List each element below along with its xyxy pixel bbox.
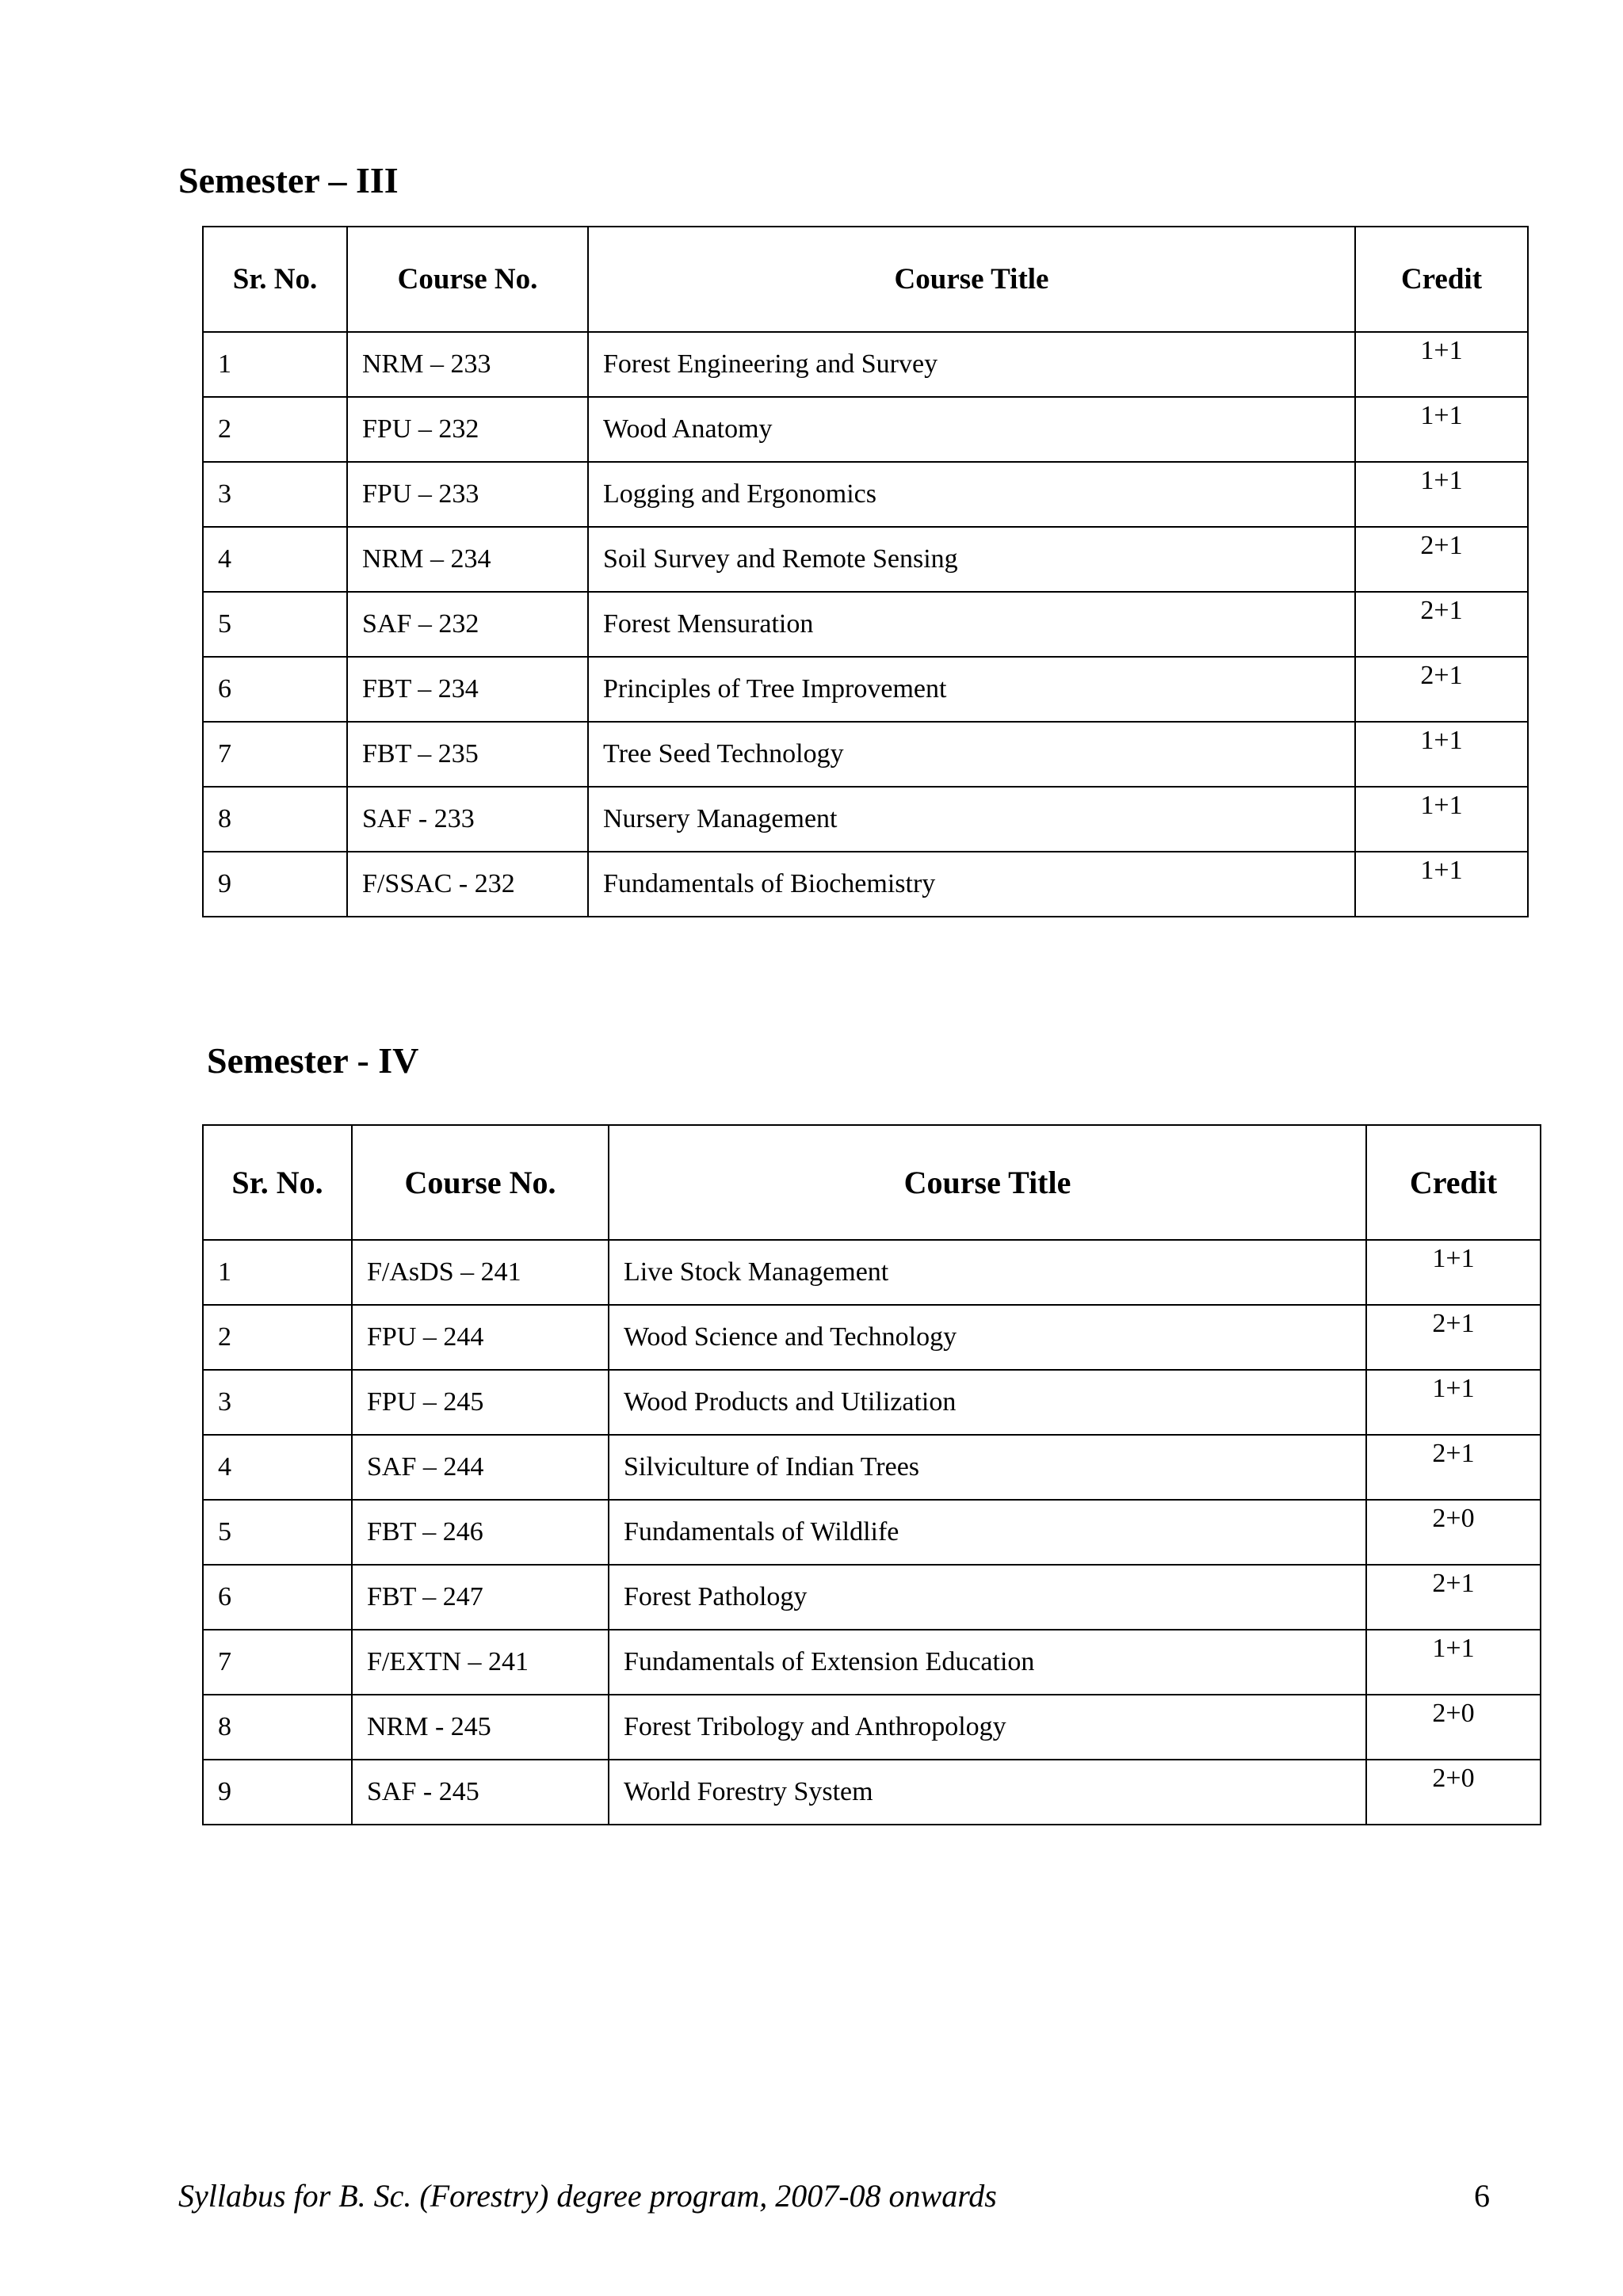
credit-cell: 2+1 bbox=[1366, 1305, 1541, 1370]
course-no-cell: SAF – 244 bbox=[352, 1435, 609, 1500]
sr-no-cell: 1 bbox=[203, 1240, 352, 1305]
credit-cell: 2+1 bbox=[1366, 1435, 1541, 1500]
sr-no-cell: 4 bbox=[203, 1435, 352, 1500]
sr-no-cell: 1 bbox=[203, 332, 347, 397]
course-title-cell: Tree Seed Technology bbox=[588, 722, 1355, 787]
course-no-cell: FBT – 246 bbox=[352, 1500, 609, 1565]
table-row bbox=[203, 722, 1528, 787]
course-title-cell: Silviculture of Indian Trees bbox=[609, 1435, 1366, 1500]
credit-cell: 2+1 bbox=[1355, 657, 1528, 722]
course-no-cell: FPU – 245 bbox=[352, 1370, 609, 1435]
sr-no-cell: 4 bbox=[203, 527, 347, 592]
sr-no-cell: 2 bbox=[203, 1305, 352, 1370]
table-row bbox=[203, 787, 1528, 852]
header-course-no: Course No. bbox=[347, 227, 588, 332]
course-no-cell: FBT – 247 bbox=[352, 1565, 609, 1630]
credit-cell: 2+0 bbox=[1366, 1695, 1541, 1760]
course-title-cell: Principles of Tree Improvement bbox=[588, 657, 1355, 722]
course-title-cell: Wood Products and Utilization bbox=[609, 1370, 1366, 1435]
sr-no-cell: 5 bbox=[203, 1500, 352, 1565]
sr-no-cell: 7 bbox=[203, 1630, 352, 1695]
course-no-cell: FBT – 234 bbox=[347, 657, 588, 722]
course-title-cell: Soil Survey and Remote Sensing bbox=[588, 527, 1355, 592]
sr-no-cell: 7 bbox=[203, 722, 347, 787]
table-row bbox=[203, 1305, 1541, 1370]
course-title-cell: Forest Mensuration bbox=[588, 592, 1355, 657]
table-row bbox=[203, 527, 1528, 592]
sr-no-cell: 8 bbox=[203, 787, 347, 852]
sr-no-cell: 8 bbox=[203, 1695, 352, 1760]
footer-text: Syllabus for B. Sc. (Forestry) degree program, 2007-08 onwards bbox=[178, 2178, 997, 2214]
sr-no-cell: 5 bbox=[203, 592, 347, 657]
header-course-no: Course No. bbox=[352, 1125, 609, 1240]
credit-cell: 1+1 bbox=[1355, 462, 1528, 527]
course-no-cell: SAF - 245 bbox=[352, 1760, 609, 1825]
sr-no-cell: 3 bbox=[203, 1370, 352, 1435]
page-number: 6 bbox=[1474, 2178, 1490, 2214]
course-no-cell: F/AsDS – 241 bbox=[352, 1240, 609, 1305]
course-title-cell: Fundamentals of Biochemistry bbox=[588, 852, 1355, 917]
table-row bbox=[203, 462, 1528, 527]
course-no-cell: SAF – 232 bbox=[347, 592, 588, 657]
course-no-cell: NRM – 234 bbox=[347, 527, 588, 592]
credit-cell: 2+1 bbox=[1355, 527, 1528, 592]
table-row bbox=[203, 1695, 1541, 1760]
header-sr-no: Sr. No. bbox=[203, 1125, 352, 1240]
header-credit: Credit bbox=[1355, 227, 1528, 332]
header-credit: Credit bbox=[1366, 1125, 1541, 1240]
header-course-title: Course Title bbox=[609, 1125, 1366, 1240]
course-title-cell: Live Stock Management bbox=[609, 1240, 1366, 1305]
course-title-cell: Forest Engineering and Survey bbox=[588, 332, 1355, 397]
credit-cell: 1+1 bbox=[1366, 1370, 1541, 1435]
course-no-cell: F/EXTN – 241 bbox=[352, 1630, 609, 1695]
course-title-cell: Forest Pathology bbox=[609, 1565, 1366, 1630]
sr-no-cell: 2 bbox=[203, 397, 347, 462]
course-no-cell: FPU – 233 bbox=[347, 462, 588, 527]
table-row bbox=[203, 1760, 1541, 1825]
course-title-cell: World Forestry System bbox=[609, 1760, 1366, 1825]
credit-cell: 2+0 bbox=[1366, 1500, 1541, 1565]
sr-no-cell: 6 bbox=[203, 657, 347, 722]
sr-no-cell: 3 bbox=[203, 462, 347, 527]
table-row bbox=[203, 332, 1528, 397]
sr-no-cell: 9 bbox=[203, 1760, 352, 1825]
table-row bbox=[203, 1435, 1541, 1500]
table-row bbox=[203, 1630, 1541, 1695]
course-title-cell: Fundamentals of Extension Education bbox=[609, 1630, 1366, 1695]
credit-cell: 2+1 bbox=[1366, 1565, 1541, 1630]
course-title-cell: Wood Anatomy bbox=[588, 397, 1355, 462]
course-no-cell: FBT – 235 bbox=[347, 722, 588, 787]
credit-cell: 1+1 bbox=[1366, 1630, 1541, 1695]
credit-cell: 1+1 bbox=[1355, 332, 1528, 397]
header-sr-no: Sr. No. bbox=[203, 227, 347, 332]
table-header-row bbox=[203, 1125, 1541, 1240]
course-no-cell: FPU – 244 bbox=[352, 1305, 609, 1370]
semester-4-heading: Semester - IV bbox=[207, 1040, 419, 1081]
course-title-cell: Logging and Ergonomics bbox=[588, 462, 1355, 527]
credit-cell: 2+0 bbox=[1366, 1760, 1541, 1825]
course-no-cell: NRM – 233 bbox=[347, 332, 588, 397]
course-title-cell: Nursery Management bbox=[588, 787, 1355, 852]
table-row bbox=[203, 397, 1528, 462]
header-course-title: Course Title bbox=[588, 227, 1355, 332]
semester-3-heading: Semester – III bbox=[178, 160, 399, 200]
table-row bbox=[203, 1565, 1541, 1630]
credit-cell: 1+1 bbox=[1366, 1240, 1541, 1305]
credit-cell: 2+1 bbox=[1355, 592, 1528, 657]
sr-no-cell: 6 bbox=[203, 1565, 352, 1630]
table-row bbox=[203, 1370, 1541, 1435]
course-title-cell: Forest Tribology and Anthropology bbox=[609, 1695, 1366, 1760]
table-row bbox=[203, 1240, 1541, 1305]
table-row bbox=[203, 1500, 1541, 1565]
course-title-cell: Wood Science and Technology bbox=[609, 1305, 1366, 1370]
credit-cell: 1+1 bbox=[1355, 852, 1528, 917]
course-title-cell: Fundamentals of Wildlife bbox=[609, 1500, 1366, 1565]
course-no-cell: NRM - 245 bbox=[352, 1695, 609, 1760]
table-row bbox=[203, 592, 1528, 657]
course-no-cell: SAF - 233 bbox=[347, 787, 588, 852]
table-row bbox=[203, 657, 1528, 722]
sr-no-cell: 9 bbox=[203, 852, 347, 917]
credit-cell: 1+1 bbox=[1355, 787, 1528, 852]
semester-3-course-table bbox=[202, 226, 1529, 917]
table-header-row bbox=[203, 227, 1528, 332]
semester-4-course-table bbox=[202, 1124, 1541, 1825]
credit-cell: 1+1 bbox=[1355, 722, 1528, 787]
course-no-cell: F/SSAC - 232 bbox=[347, 852, 588, 917]
table-row bbox=[203, 852, 1528, 917]
course-no-cell: FPU – 232 bbox=[347, 397, 588, 462]
credit-cell: 1+1 bbox=[1355, 397, 1528, 462]
